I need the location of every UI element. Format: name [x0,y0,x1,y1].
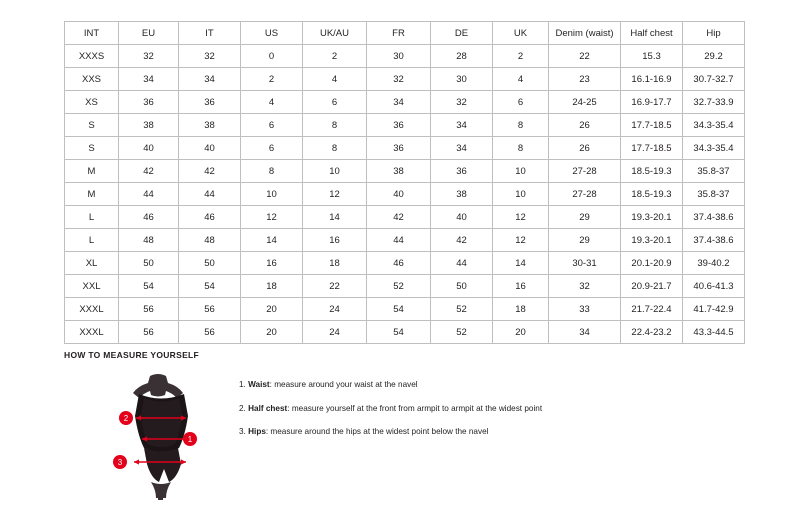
table-header-row [65,22,745,45]
column-header-it: IT [179,22,241,45]
cell-uk: 16 [493,275,549,298]
size-table-container [64,21,734,344]
cell-de: 44 [431,252,493,275]
cell-int: XXXL [65,298,119,321]
cell-int: M [65,183,119,206]
cell-fr: 36 [367,114,431,137]
cell-it: 48 [179,229,241,252]
cell-half-chest: 17.7-18.5 [621,114,683,137]
table-row [65,275,745,298]
column-header-denim-waist: Denim (waist) [549,22,621,45]
cell-de: 42 [431,229,493,252]
cell-half-chest: 17.7-18.5 [621,137,683,160]
cell-uk-au: 2 [303,45,367,68]
cell-fr: 34 [367,91,431,114]
cell-hip: 30.7-32.7 [683,68,745,91]
cell-half-chest: 16.9-17.7 [621,91,683,114]
svg-text:3: 3 [117,458,123,468]
marker-2-half-chest [119,411,133,425]
cell-us: 12 [241,206,303,229]
cell-fr: 36 [367,137,431,160]
cell-us: 4 [241,91,303,114]
column-header-int: INT [65,22,119,45]
cell-fr: 38 [367,160,431,183]
cell-half-chest: 21.7-22.4 [621,298,683,321]
cell-hip: 29.2 [683,45,745,68]
cell-denim-waist: 29 [549,229,621,252]
table-row [65,160,745,183]
cell-de: 52 [431,321,493,344]
cell-uk: 10 [493,183,549,206]
cell-eu: 50 [119,252,179,275]
cell-uk-au: 8 [303,114,367,137]
cell-half-chest: 18.5-19.3 [621,160,683,183]
column-header-uk-au: UK/AU [303,22,367,45]
cell-eu: 56 [119,298,179,321]
cell-uk-au: 14 [303,206,367,229]
cell-hip: 34.3-35.4 [683,137,745,160]
cell-it: 32 [179,45,241,68]
cell-uk-au: 12 [303,183,367,206]
cell-it: 46 [179,206,241,229]
cell-uk: 12 [493,229,549,252]
cell-fr: 40 [367,183,431,206]
column-header-uk: UK [493,22,549,45]
marker-3-hips [113,455,127,469]
cell-eu: 42 [119,160,179,183]
cell-int: XXS [65,68,119,91]
cell-half-chest: 19.3-20.1 [621,229,683,252]
cell-de: 30 [431,68,493,91]
column-header-fr: FR [367,22,431,45]
cell-denim-waist: 33 [549,298,621,321]
cell-eu: 36 [119,91,179,114]
table-row [65,206,745,229]
cell-int: M [65,160,119,183]
how-to-measure-section [64,350,734,468]
svg-text:1: 1 [187,435,193,445]
measure-step-half-chest [239,404,709,415]
column-header-hip: Hip [683,22,745,45]
cell-half-chest: 19.3-20.1 [621,206,683,229]
table-row [65,183,745,206]
cell-it: 56 [179,298,241,321]
table-row [65,321,745,344]
cell-de: 32 [431,91,493,114]
table-row [65,298,745,321]
cell-it: 40 [179,137,241,160]
cell-us: 14 [241,229,303,252]
cell-int: XS [65,91,119,114]
cell-int: XL [65,252,119,275]
cell-int: XXL [65,275,119,298]
cell-it: 42 [179,160,241,183]
cell-us: 6 [241,114,303,137]
cell-int: XXXS [65,45,119,68]
step-text: : measure around the hips at the widest point below the navel [265,427,489,437]
svg-text:2: 2 [123,414,129,424]
cell-uk: 12 [493,206,549,229]
cell-int: S [65,114,119,137]
step-number: 2. [239,403,246,413]
cell-uk: 10 [493,160,549,183]
how-to-measure-title: HOW TO MEASURE YOURSELF [64,350,200,360]
cell-eu: 48 [119,229,179,252]
cell-uk-au: 4 [303,68,367,91]
cell-us: 10 [241,183,303,206]
cell-hip: 34.3-35.4 [683,114,745,137]
cell-denim-waist: 26 [549,137,621,160]
step-term: Waist [248,380,270,389]
cell-it: 36 [179,91,241,114]
table-row [65,114,745,137]
cell-denim-waist: 26 [549,114,621,137]
cell-denim-waist: 22 [549,45,621,68]
cell-uk: 2 [493,45,549,68]
size-conversion-table [64,21,745,344]
cell-hip: 35.8-37 [683,160,745,183]
cell-eu: 56 [119,321,179,344]
table-row [65,252,745,275]
measure-step-waist [239,380,709,391]
cell-fr: 54 [367,298,431,321]
cell-hip: 41.7-42.9 [683,298,745,321]
cell-int: L [65,229,119,252]
cell-uk-au: 16 [303,229,367,252]
table-row [65,137,745,160]
cell-us: 20 [241,298,303,321]
cell-half-chest: 22.4-23.2 [621,321,683,344]
cell-eu: 54 [119,275,179,298]
cell-us: 18 [241,275,303,298]
table-header [65,22,745,45]
cell-us: 2 [241,68,303,91]
measure-steps-list [239,380,709,451]
cell-denim-waist: 30-31 [549,252,621,275]
step-term: Hips [248,427,266,437]
table-row [65,68,745,91]
cell-it: 34 [179,68,241,91]
measure-step-hips [239,427,709,438]
cell-us: 8 [241,160,303,183]
cell-de: 50 [431,275,493,298]
cell-hip: 43.3-44.5 [683,321,745,344]
cell-it: 50 [179,252,241,275]
cell-fr: 52 [367,275,431,298]
cell-uk: 8 [493,137,549,160]
table-row [65,45,745,68]
mannequin-figure [133,374,188,500]
step-text: : measure around your waist at the navel [269,380,418,389]
cell-us: 0 [241,45,303,68]
cell-uk: 6 [493,91,549,114]
cell-fr: 46 [367,252,431,275]
cell-uk: 20 [493,321,549,344]
cell-us: 16 [241,252,303,275]
column-header-us: US [241,22,303,45]
cell-it: 44 [179,183,241,206]
cell-eu: 32 [119,45,179,68]
cell-hip: 37.4-38.6 [683,229,745,252]
cell-half-chest: 18.5-19.3 [621,183,683,206]
cell-int: S [65,137,119,160]
cell-uk-au: 6 [303,91,367,114]
cell-uk-au: 24 [303,321,367,344]
cell-uk: 18 [493,298,549,321]
step-number: 3. [239,427,246,437]
cell-hip: 32.7-33.9 [683,91,745,114]
cell-hip: 37.4-38.6 [683,206,745,229]
cell-half-chest: 20.1-20.9 [621,252,683,275]
cell-eu: 34 [119,68,179,91]
cell-fr: 42 [367,206,431,229]
cell-hip: 39-40.2 [683,252,745,275]
step-term: Half chest [248,403,288,413]
cell-it: 56 [179,321,241,344]
cell-denim-waist: 27-28 [549,183,621,206]
table-row [65,229,745,252]
cell-us: 20 [241,321,303,344]
cell-uk-au: 22 [303,275,367,298]
cell-uk: 14 [493,252,549,275]
cell-de: 34 [431,137,493,160]
cell-hip: 35.8-37 [683,183,745,206]
cell-hip: 40.6-41.3 [683,275,745,298]
step-number: 1. [239,380,246,389]
cell-de: 38 [431,183,493,206]
cell-fr: 32 [367,68,431,91]
cell-eu: 46 [119,206,179,229]
cell-uk-au: 18 [303,252,367,275]
cell-it: 38 [179,114,241,137]
cell-int: L [65,206,119,229]
cell-us: 6 [241,137,303,160]
cell-denim-waist: 27-28 [549,160,621,183]
cell-eu: 40 [119,137,179,160]
marker-1-waist [183,432,197,446]
cell-denim-waist: 23 [549,68,621,91]
cell-fr: 54 [367,321,431,344]
cell-fr: 30 [367,45,431,68]
column-header-half-chest: Half chest [621,22,683,45]
cell-de: 40 [431,206,493,229]
step-text: : measure yourself at the front from armpit to armpit at the widest point [287,403,543,413]
cell-de: 52 [431,298,493,321]
cell-half-chest: 15.3 [621,45,683,68]
cell-eu: 38 [119,114,179,137]
table-row [65,91,745,114]
cell-uk: 8 [493,114,549,137]
cell-denim-waist: 32 [549,275,621,298]
column-header-eu: EU [119,22,179,45]
table-body [65,45,745,344]
cell-uk-au: 8 [303,137,367,160]
cell-denim-waist: 29 [549,206,621,229]
cell-half-chest: 20.9-21.7 [621,275,683,298]
cell-de: 36 [431,160,493,183]
cell-uk-au: 24 [303,298,367,321]
cell-half-chest: 16.1-16.9 [621,68,683,91]
cell-fr: 44 [367,229,431,252]
cell-uk-au: 10 [303,160,367,183]
cell-uk: 4 [493,68,549,91]
cell-it: 54 [179,275,241,298]
cell-denim-waist: 34 [549,321,621,344]
column-header-de: DE [431,22,493,45]
cell-de: 34 [431,114,493,137]
cell-int: XXXL [65,321,119,344]
cell-de: 28 [431,45,493,68]
cell-eu: 44 [119,183,179,206]
cell-denim-waist: 24-25 [549,91,621,114]
mannequin-illustration [94,372,229,502]
